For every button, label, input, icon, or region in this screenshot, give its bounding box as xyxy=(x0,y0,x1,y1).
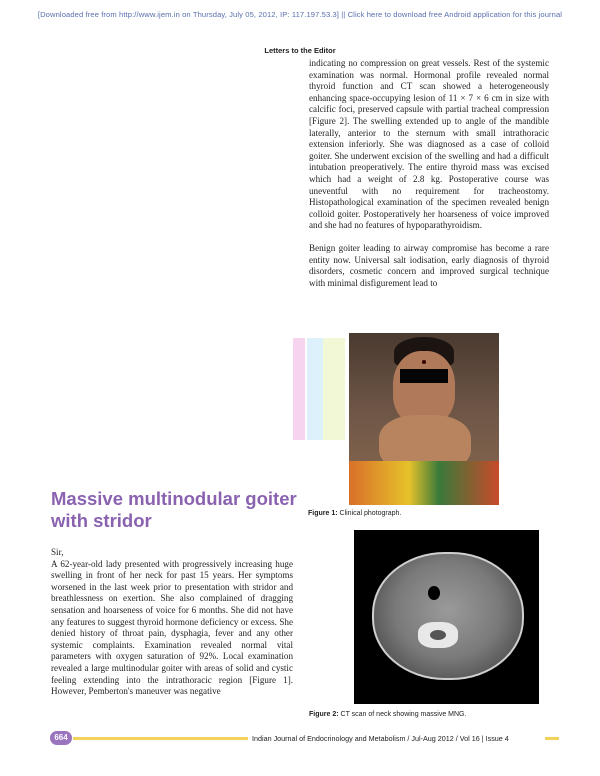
journal-footer: Indian Journal of Endocrinology and Metabolism / Jul-Aug 2012 / Vol 16 | Issue 4 xyxy=(252,734,509,743)
eye-mask-bar xyxy=(400,369,448,383)
section-heading: Letters to the Editor xyxy=(264,46,336,55)
clinical-photograph xyxy=(349,333,499,505)
figure1-label: Figure 1: xyxy=(308,510,338,517)
decorative-color-block xyxy=(293,338,345,440)
right-column xyxy=(309,58,549,300)
footer-rule xyxy=(545,737,559,740)
figure2-label: Figure 2: xyxy=(309,711,339,718)
figure2-caption xyxy=(309,711,466,718)
salutation: Sir, xyxy=(51,547,64,557)
body-paragraph: indicating no compression on great vessels. Rest of the systemic examination was normal. Hormonal profile revealed normal thyroid function and CT scan showed a heterogeneously enhancing space-occupying lesion of 11 × 7 × 6 cm in size with calcific foci, preserved capsule with partial tracheal compression [Figure 2]. The swelling extended up to angle of the mandible laterally, anterior to the sternum with small intrathoracic extension inferiorly. She was diagnosed as a case of colloid goiter. She underwent excision of the swelling and had a difficult intubation preoperatively. The entire thyroid mass was excised which had a weight of 2.8 kg. Postoperative course was uneventful with no requirement for tracheostomy. Histopathological examination of the specimen revealed benign colloid goiter. Postoperatively her hoarseness of voice improved and she had no features of hypoparathyroidism. xyxy=(309,58,549,231)
figure1-caption xyxy=(308,510,401,517)
body-paragraph: A 62-year-old lady presented with progressively increasing huge swelling in front of her neck for past 15 years. Her symptoms worsened in the last week prior to presentation with stridor and breathlessness on exertion. She also complained of dragging sensation and hoarseness of voice for 6 months. She did not have any features to suggest thyroid hormone deficiency or excess. She denied history of throat pain, dysphagia, fever and any other systemic complaints. Examination revealed normal vital parameters with oxygen saturation of 92%. Local examination revealed a large multinodular goiter with areas of solid and cystic feeling extending into the intrathoracic region [Figure 1]. However, Pemberton's maneuver was negative xyxy=(51,558,293,697)
body-paragraph: Benign goiter leading to airway compromise has become a rare entity now. Universal salt iodisation, early diagnosis of thyroid disorders, cosmetic concern and improved surgical technique with minimal disfigurement lead to xyxy=(309,242,549,288)
figure1-text: Clinical photograph. xyxy=(339,510,402,517)
ct-scan-image xyxy=(354,530,539,704)
footer-rule xyxy=(73,737,248,740)
left-column xyxy=(51,547,293,698)
page-number: 664 xyxy=(50,731,72,745)
trachea-lumen xyxy=(428,586,440,600)
download-banner[interactable]: [Downloaded free from http://www.ijem.in on Thursday, July 05, 2012, IP: 117.197.53.3] || Click here to download free Android application for this journal xyxy=(37,10,563,19)
figure2-text: CT scan of neck showing massive MNG. xyxy=(340,711,467,718)
article-title: Massive multinodular goiter with stridor xyxy=(51,488,297,531)
